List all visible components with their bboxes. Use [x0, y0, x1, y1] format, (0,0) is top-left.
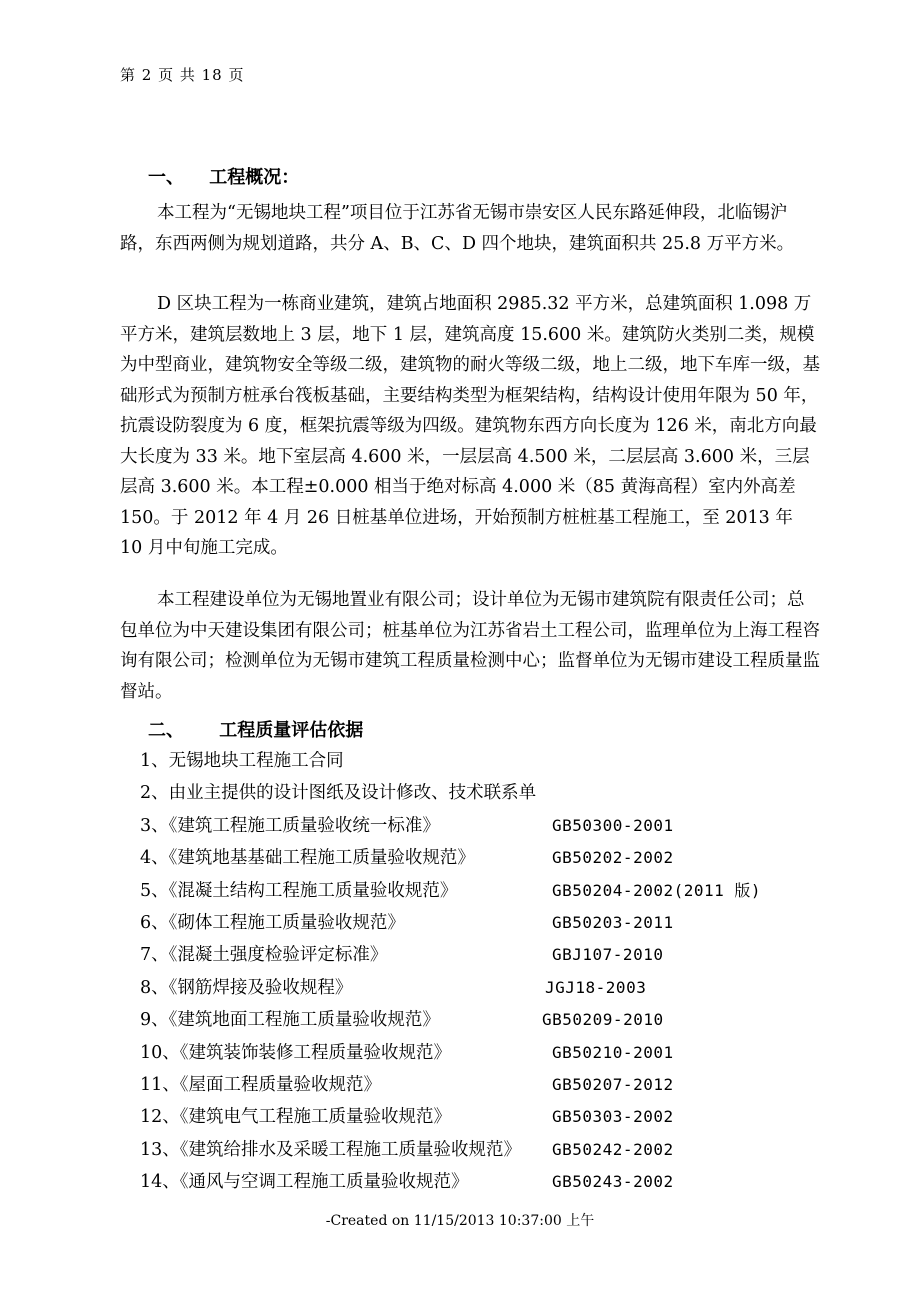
- reference-title: 4、《建筑地基基础工程施工质量验收规范》: [140, 848, 475, 869]
- reference-title: 10、《建筑装饰装修工程质量验收规范》: [140, 1042, 452, 1063]
- section-2-title: 工程质量评估依据: [219, 720, 364, 741]
- reference-title: 14、《通风与空调工程施工质量验收规范》: [140, 1172, 469, 1193]
- reference-code: JGJ18-2003: [545, 977, 647, 997]
- overview-paragraph-2: D 区块工程为一栋商业建筑，建筑占地面积 2985.32 平方米，总建筑面积 1.098 万平方米，建筑层数地上 3 层，地下 1 层，建筑高度 15.600 米。建筑防火类别二类，规模为中型商业，建筑物安全等级二级，建筑物的耐火等级二级，地上二级，地下车库一级，基础形式为预制方桩承台筏板基础，主要结构类型为框架结构，结构设计使用年限为 50 年，抗震设防裂度为 6 度，框架抗震等级为四级。建筑物东西方向长度为 126 米，南北方向最大长度为 33 米。地下室层高 4.600 米，一层层高 4.500 米，二层层高 3.600 米，三层层高 3.600 米。本工程±0.000 相当于绝对标高 4.000 米（85 黄海高程）室内外高差 150。于 2012 年 4 月 26 日桩基单位进场，开始预制方桩桩基工程施工，至 2013 年 10 月中旬施工完成。: [120, 294, 820, 558]
- section-1-title: 工程概况：: [209, 167, 300, 188]
- reference-code: GB50204-2002(2011 版): [552, 880, 762, 900]
- overview-paragraph-3: 本工程建设单位为无锡地置业有限公司；设计单位为无锡市建筑院有限责任公司；总包单位为中天建设集团有限公司；桩基单位为江苏省岩土工程公司，监理单位为上海工程咨询有限公司；检测单位为无锡市建筑工程质量检测中心；监督单位为无锡市建设工程质量监督站。: [120, 590, 820, 702]
- reference-title: 2、由业主提供的设计图纸及设计修改、技术联系单: [140, 783, 537, 804]
- section-2-heading: [148, 716, 363, 742]
- reference-code: GBJ107-2010: [552, 945, 664, 965]
- reference-code: GB50207-2012: [552, 1074, 674, 1094]
- reference-title: 7、《混凝土强度检验评定标准》: [140, 945, 388, 966]
- reference-title: 9、《建筑地面工程施工质量验收规范》: [140, 1010, 440, 1031]
- section-1-number: 一、: [148, 167, 184, 188]
- reference-title: 3、《建筑工程施工质量验收统一标准》: [140, 815, 440, 836]
- section-2-number: 二、: [148, 720, 184, 741]
- page-number-header: 第 2 页 共 18 页: [120, 66, 245, 84]
- reference-code: GB50243-2002: [552, 1172, 674, 1192]
- reference-title: 5、《混凝土结构工程施工质量验收规范》: [140, 880, 458, 901]
- reference-code: GB50303-2002: [552, 1107, 674, 1127]
- overview-paragraph-1: 本工程为“无锡地块工程”项目位于江苏省无锡市崇安区人民东路延伸段，北临锡沪路，东西两侧为规划道路，共分 A、B、C、D 四个地块，建筑面积共 25.8 万平方米。: [120, 203, 795, 254]
- reference-code: GB50300-2001: [552, 815, 674, 835]
- reference-code: GB50242-2002: [552, 1139, 674, 1159]
- reference-title: 1、无锡地块工程施工合同: [140, 751, 344, 771]
- footer-created-timestamp: -Created on 11/15/2013 10:37:00 上午: [325, 1213, 595, 1229]
- reference-title: 13、《建筑给排水及采暖工程施工质量验收规范》: [140, 1139, 522, 1160]
- reference-code: GB50202-2002: [552, 848, 674, 868]
- reference-title: 6、《砌体工程施工质量验收规范》: [140, 912, 405, 933]
- reference-title: 8、《钢筋焊接及验收规程》: [140, 977, 353, 998]
- reference-code: GB50203-2011: [552, 912, 674, 932]
- reference-code: GB50209-2010: [542, 1010, 664, 1030]
- section-1-heading: [148, 163, 299, 189]
- reference-title: 11、《屋面工程质量验收规范》: [140, 1074, 382, 1095]
- reference-code: GB50210-2001: [552, 1042, 674, 1062]
- reference-title: 12、《建筑电气工程施工质量验收规范》: [140, 1107, 452, 1128]
